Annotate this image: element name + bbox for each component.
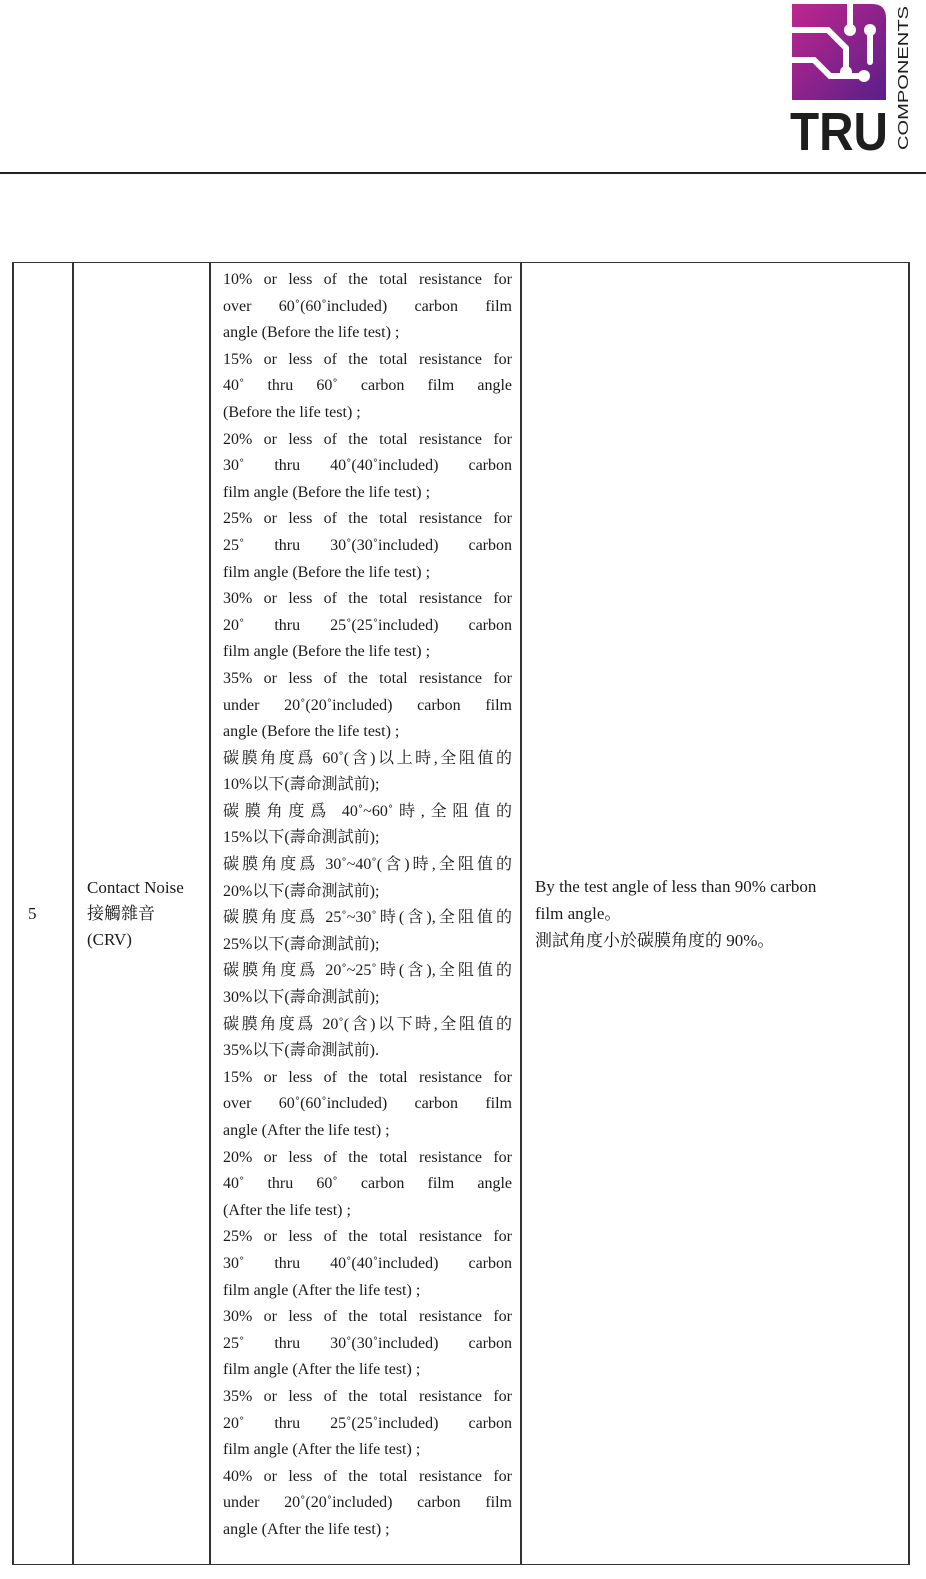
requirement-line: 20˚ thru 25˚(25˚included) carbon [223, 616, 512, 634]
item-name-en: Contact Noise [87, 877, 184, 897]
requirement-line: film angle (After the life test) ; [223, 1361, 421, 1379]
requirement-line: 20% or less of the total resistance for [223, 430, 512, 448]
requirement-line: 30˚ thru 40˚(40˚included) carbon [223, 1254, 512, 1272]
requirement-line: 20%以下(壽命測試前); [223, 882, 380, 900]
requirement-line: 碳膜角度爲 25˚~30˚時(含),全阻值的 [223, 909, 512, 927]
requirement-line: angle (Before the life test) ; [223, 723, 400, 741]
item-name [73, 263, 210, 1565]
test-method-cell [521, 263, 909, 1565]
logo-wordmark: TRU [790, 102, 888, 152]
requirement-line: 25% or less of the total resistance for [223, 510, 512, 528]
item-name-zh: 接觸雜音 [87, 903, 155, 923]
requirement-line: 35% or less of the total resistance for [223, 1387, 512, 1405]
requirement-line: 30% or less of the total resistance for [223, 1308, 512, 1326]
requirement-line: 碳膜角度爲 30˚~40˚(含)時,全阻值的 [223, 856, 512, 874]
requirement-line: 40% or less of the total resistance for [223, 1467, 512, 1485]
requirement-line: 碳膜角度爲 40˚~60˚時,全阻值的 [223, 802, 512, 820]
requirement-line: 15% or less of the total resistance for [223, 350, 512, 368]
requirement-line: 30˚ thru 40˚(40˚included) carbon [223, 457, 512, 475]
spec-table [12, 262, 910, 1565]
requirement-line: under 20˚(20˚included) carbon film [223, 696, 512, 714]
requirement-line: 30% or less of the total resistance for [223, 590, 512, 608]
table-row [13, 263, 909, 1565]
requirement-line: film angle (Before the life test) ; [223, 483, 431, 501]
requirement-line: 15% or less of the total resistance for [223, 1068, 512, 1086]
requirement-line: 35% or less of the total resistance for [223, 669, 512, 687]
requirement-cell [210, 263, 521, 1565]
row-number: 5 [13, 263, 73, 1565]
test-method-line: film angle。 [535, 904, 622, 923]
test-method-line: By the test angle of less than 90% carbon [535, 877, 817, 896]
requirement-line: over 60˚(60˚included) carbon film [223, 297, 512, 315]
requirement-line: 25% or less of the total resistance for [223, 1228, 512, 1246]
requirement-line: 碳膜角度爲 60˚(含)以上時,全阻值的 [223, 749, 512, 767]
requirement-line: 20˚ thru 25˚(25˚included) carbon [223, 1414, 512, 1432]
requirement-line: film angle (Before the life test) ; [223, 643, 431, 661]
requirement-line: angle (Before the life test) ; [223, 324, 400, 342]
header-divider [0, 172, 926, 174]
requirement-line: 15%以下(壽命測試前); [223, 829, 380, 847]
item-name-abbr: (CRV) [87, 929, 132, 949]
requirement-line: film angle (Before the life test) ; [223, 563, 431, 581]
requirement-line: over 60˚(60˚included) carbon film [223, 1095, 512, 1113]
logo-subtext: COMPONENTS [895, 42, 912, 150]
requirement-line: angle (After the life test) ; [223, 1520, 390, 1538]
requirement-line: (Before the life test) ; [223, 403, 361, 421]
requirement-line: 35%以下(壽命測試前). [223, 1042, 379, 1060]
tru-components-logo [790, 4, 912, 152]
requirement-line: film angle (After the life test) ; [223, 1281, 421, 1299]
requirement-line: film angle (After the life test) ; [223, 1441, 421, 1459]
requirement-text [223, 267, 512, 1544]
requirement-line: 碳膜角度爲 20˚(含)以下時,全阻值的 [223, 1015, 512, 1033]
requirement-line: 30%以下(壽命測試前); [223, 989, 380, 1007]
requirement-line: angle (After the life test) ; [223, 1122, 390, 1139]
requirement-line: 10% or less of the total resistance for [223, 271, 512, 288]
requirement-line: under 20˚(20˚included) carbon film [223, 1494, 512, 1512]
requirement-line: 10%以下(壽命測試前); [223, 776, 380, 794]
requirement-line: 25%以下(壽命測試前); [223, 935, 380, 953]
requirement-line: 40˚ thru 60˚ carbon film angle [223, 1175, 512, 1193]
requirement-line: (After the life test) ; [223, 1201, 351, 1219]
requirement-line: 20% or less of the total resistance for [223, 1148, 512, 1166]
requirement-line: 碳膜角度爲 20˚~25˚時(含),全阻值的 [223, 962, 512, 980]
test-method-line: 測試角度小於碳膜角度的 90%。 [535, 931, 775, 950]
requirement-line: 25˚ thru 30˚(30˚included) carbon [223, 1334, 512, 1352]
requirement-line: 40˚ thru 60˚ carbon film angle [223, 377, 512, 395]
requirement-line: 25˚ thru 30˚(30˚included) carbon [223, 536, 512, 554]
